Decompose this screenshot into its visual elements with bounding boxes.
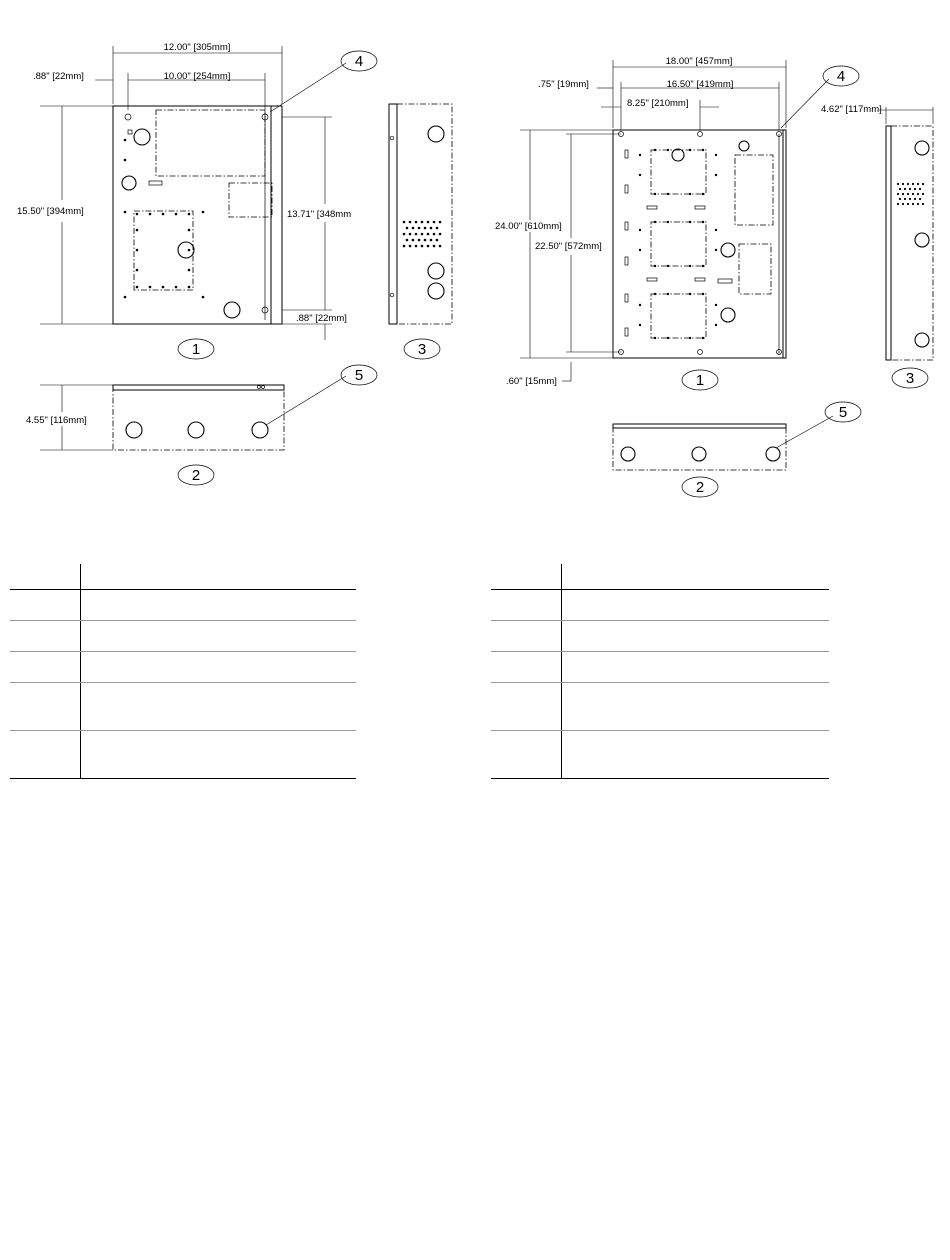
right-callout-4: 4	[836, 68, 846, 85]
left-front-view	[113, 106, 282, 324]
table-cell	[561, 683, 829, 731]
right-side-view	[886, 126, 933, 360]
left-dim-mount-spacing: 10.00" [254mm]	[163, 71, 231, 82]
right-enclosure-drawings	[495, 56, 933, 497]
table-row	[10, 683, 356, 731]
enclosure-dimension-drawings	[0, 0, 950, 520]
right-dim-mount-height: 22.50" [572mm]	[535, 241, 602, 252]
table-row	[491, 621, 829, 652]
right-view-label-1: 1	[695, 372, 705, 389]
table-cell	[80, 652, 356, 683]
table-row	[491, 731, 829, 779]
left-callouts	[178, 51, 440, 485]
table-cell	[80, 683, 356, 731]
left-dim-depth: 4.55" [116mm]	[26, 415, 87, 426]
right-dimension-lines	[520, 60, 933, 448]
table-header-row	[10, 564, 356, 590]
table-cell	[491, 564, 561, 590]
table-cell	[10, 564, 80, 590]
table-cell	[491, 652, 561, 683]
right-dim-left-offset: .75" [19mm]	[538, 79, 589, 90]
left-dim-width-overall: 12.00" [305mm]	[163, 42, 231, 53]
table-cell	[561, 564, 829, 590]
left-view-label-1: 1	[191, 341, 201, 358]
left-view-label-3: 3	[417, 341, 427, 358]
right-dim-half-spacing: 8.25" [210mm]	[627, 98, 689, 109]
left-view-label-2: 2	[191, 467, 201, 484]
right-dim-mount-spacing: 16.50" [419mm]	[666, 79, 734, 90]
table-row	[491, 683, 829, 731]
right-view-label-3: 3	[905, 370, 915, 387]
left-callout-4: 4	[354, 53, 364, 70]
right-spec-table	[491, 564, 829, 779]
left-dim-bottom-offset: .88" [22mm]	[296, 313, 347, 324]
right-view-label-2: 2	[695, 479, 705, 496]
table-row	[10, 731, 356, 779]
right-dim-height: 24.00" [610mm]	[495, 221, 562, 232]
table-cell	[491, 621, 561, 652]
table-row	[10, 621, 356, 652]
table-row	[10, 590, 356, 621]
right-dim-depth: 4.62" [117mm]	[821, 104, 882, 115]
left-side-view	[389, 104, 452, 324]
right-front-view	[613, 130, 786, 358]
left-dim-mount-height: 13.71" [348mm	[287, 209, 352, 220]
table-row	[491, 652, 829, 683]
table-cell	[10, 621, 80, 652]
table-cell	[80, 621, 356, 652]
right-dim-bottom-offset: .60" [15mm]	[506, 376, 557, 387]
table-row	[10, 652, 356, 683]
table-cell	[561, 621, 829, 652]
table-cell	[10, 683, 80, 731]
left-bottom-view	[113, 385, 284, 450]
right-bottom-view	[613, 424, 786, 470]
right-callout-5: 5	[838, 404, 848, 421]
left-dim-height: 15.50" [394mm]	[17, 206, 84, 217]
table-header-row	[491, 564, 829, 590]
left-enclosure-drawings	[17, 42, 452, 485]
right-dim-width-overall: 18.00" [457mm]	[665, 56, 733, 67]
table-cell	[10, 652, 80, 683]
table-cell	[80, 590, 356, 621]
table-cell	[561, 590, 829, 621]
table-cell	[10, 590, 80, 621]
table-cell	[561, 731, 829, 779]
table-cell	[491, 683, 561, 731]
table-cell	[491, 731, 561, 779]
table-cell	[10, 731, 80, 779]
left-dim-left-offset: .88" [22mm]	[33, 71, 84, 82]
table-cell	[80, 731, 356, 779]
table-row	[491, 590, 829, 621]
left-callout-5: 5	[354, 367, 364, 384]
table-cell	[80, 564, 356, 590]
left-spec-table	[10, 564, 356, 779]
table-cell	[491, 590, 561, 621]
table-cell	[561, 652, 829, 683]
